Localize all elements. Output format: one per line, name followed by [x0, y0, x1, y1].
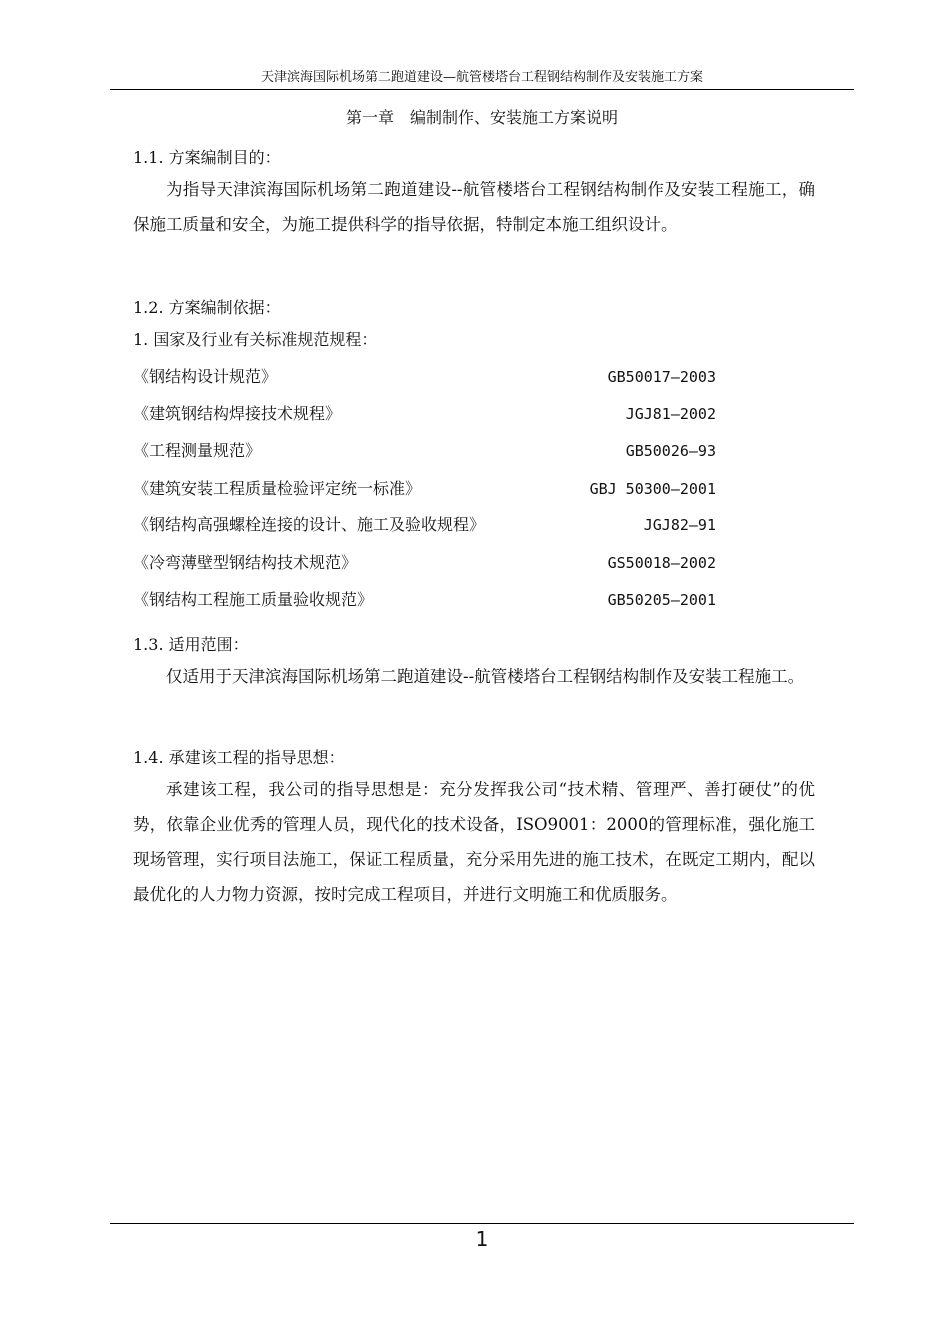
standard-title: 《建筑安装工程质量检验评定统一标准》: [133, 479, 422, 498]
standard-title: 《建筑钢结构焊接技术规程》: [133, 404, 342, 423]
standard-code: GBJ 50300—2001: [589, 480, 716, 498]
standard-title: 《钢结构工程施工质量验收规范》: [133, 590, 374, 609]
section-body-1-1: [133, 172, 815, 242]
section-heading-1-3: 1.3. 适用范围：: [133, 635, 249, 654]
section-heading-1-4: 1.4. 承建该工程的指导思想：: [133, 748, 345, 767]
header-rule: [110, 89, 854, 90]
paragraph: 承建该工程，我公司的指导思想是：充分发挥我公司“技术精、管理严、善打硬仗”的优势，依靠企业优秀的管理人员，现代化的技术设备，ISO9001：2000的管理标准，强化施工现场管理，实行项目法施工，保证工程质量，充分采用先进的施工技术，在既定工期内，配以最优化的人力物力资源，按时完成工程项目，并进行文明施工和优质服务。: [133, 780, 815, 904]
page-number: 1: [475, 1227, 489, 1251]
standard-code: GB50205—2001: [607, 591, 716, 609]
standard-row: [133, 478, 716, 500]
standard-title: 《钢结构设计规范》: [133, 367, 278, 386]
standard-title: 《冷弯薄壁型钢结构技术规范》: [133, 553, 358, 572]
standard-code: JGJ81—2002: [625, 405, 716, 423]
standard-code: JGJ82—91: [643, 516, 716, 534]
standard-code: GS50018—2002: [607, 554, 716, 572]
standard-title: 《工程测量规范》: [133, 441, 262, 460]
standards-subheading: 1. 国家及行业有关标准规范规程：: [133, 330, 378, 349]
paragraph: 仅适用于天津滨海国际机场第二跑道建设--航管楼塔台工程钢结构制作及安装工程施工。: [166, 667, 805, 686]
standard-code: GB50017—2003: [607, 368, 716, 386]
running-header: 天津滨海国际机场第二跑道建设—航管楼塔台工程钢结构制作及安装施工方案: [260, 70, 703, 85]
section-heading-1-2: 1.2. 方案编制依据：: [133, 298, 281, 317]
paragraph: 为指导天津滨海国际机场第二跑道建设--航管楼塔台工程钢结构制作及安装工程施工，确保施工质量和安全，为施工提供科学的指导依据，特制定本施工组织设计。: [133, 180, 815, 234]
section-heading-1-1: 1.1. 方案编制目的：: [133, 148, 281, 167]
standard-row: [133, 589, 716, 611]
standard-title: 《钢结构高强螺栓连接的设计、施工及验收规程》: [133, 515, 486, 534]
footer-rule: [110, 1223, 854, 1224]
standard-row: [133, 403, 716, 425]
standard-row: [133, 366, 716, 388]
section-body-1-3: [133, 659, 815, 694]
standard-row: [133, 514, 716, 536]
standard-code: GB50026—93: [625, 442, 716, 460]
chapter-title: 第一章 编制制作、安装施工方案说明: [345, 108, 618, 127]
standard-row: [133, 552, 716, 574]
standard-row: [133, 440, 716, 462]
section-body-1-4: [133, 772, 815, 912]
